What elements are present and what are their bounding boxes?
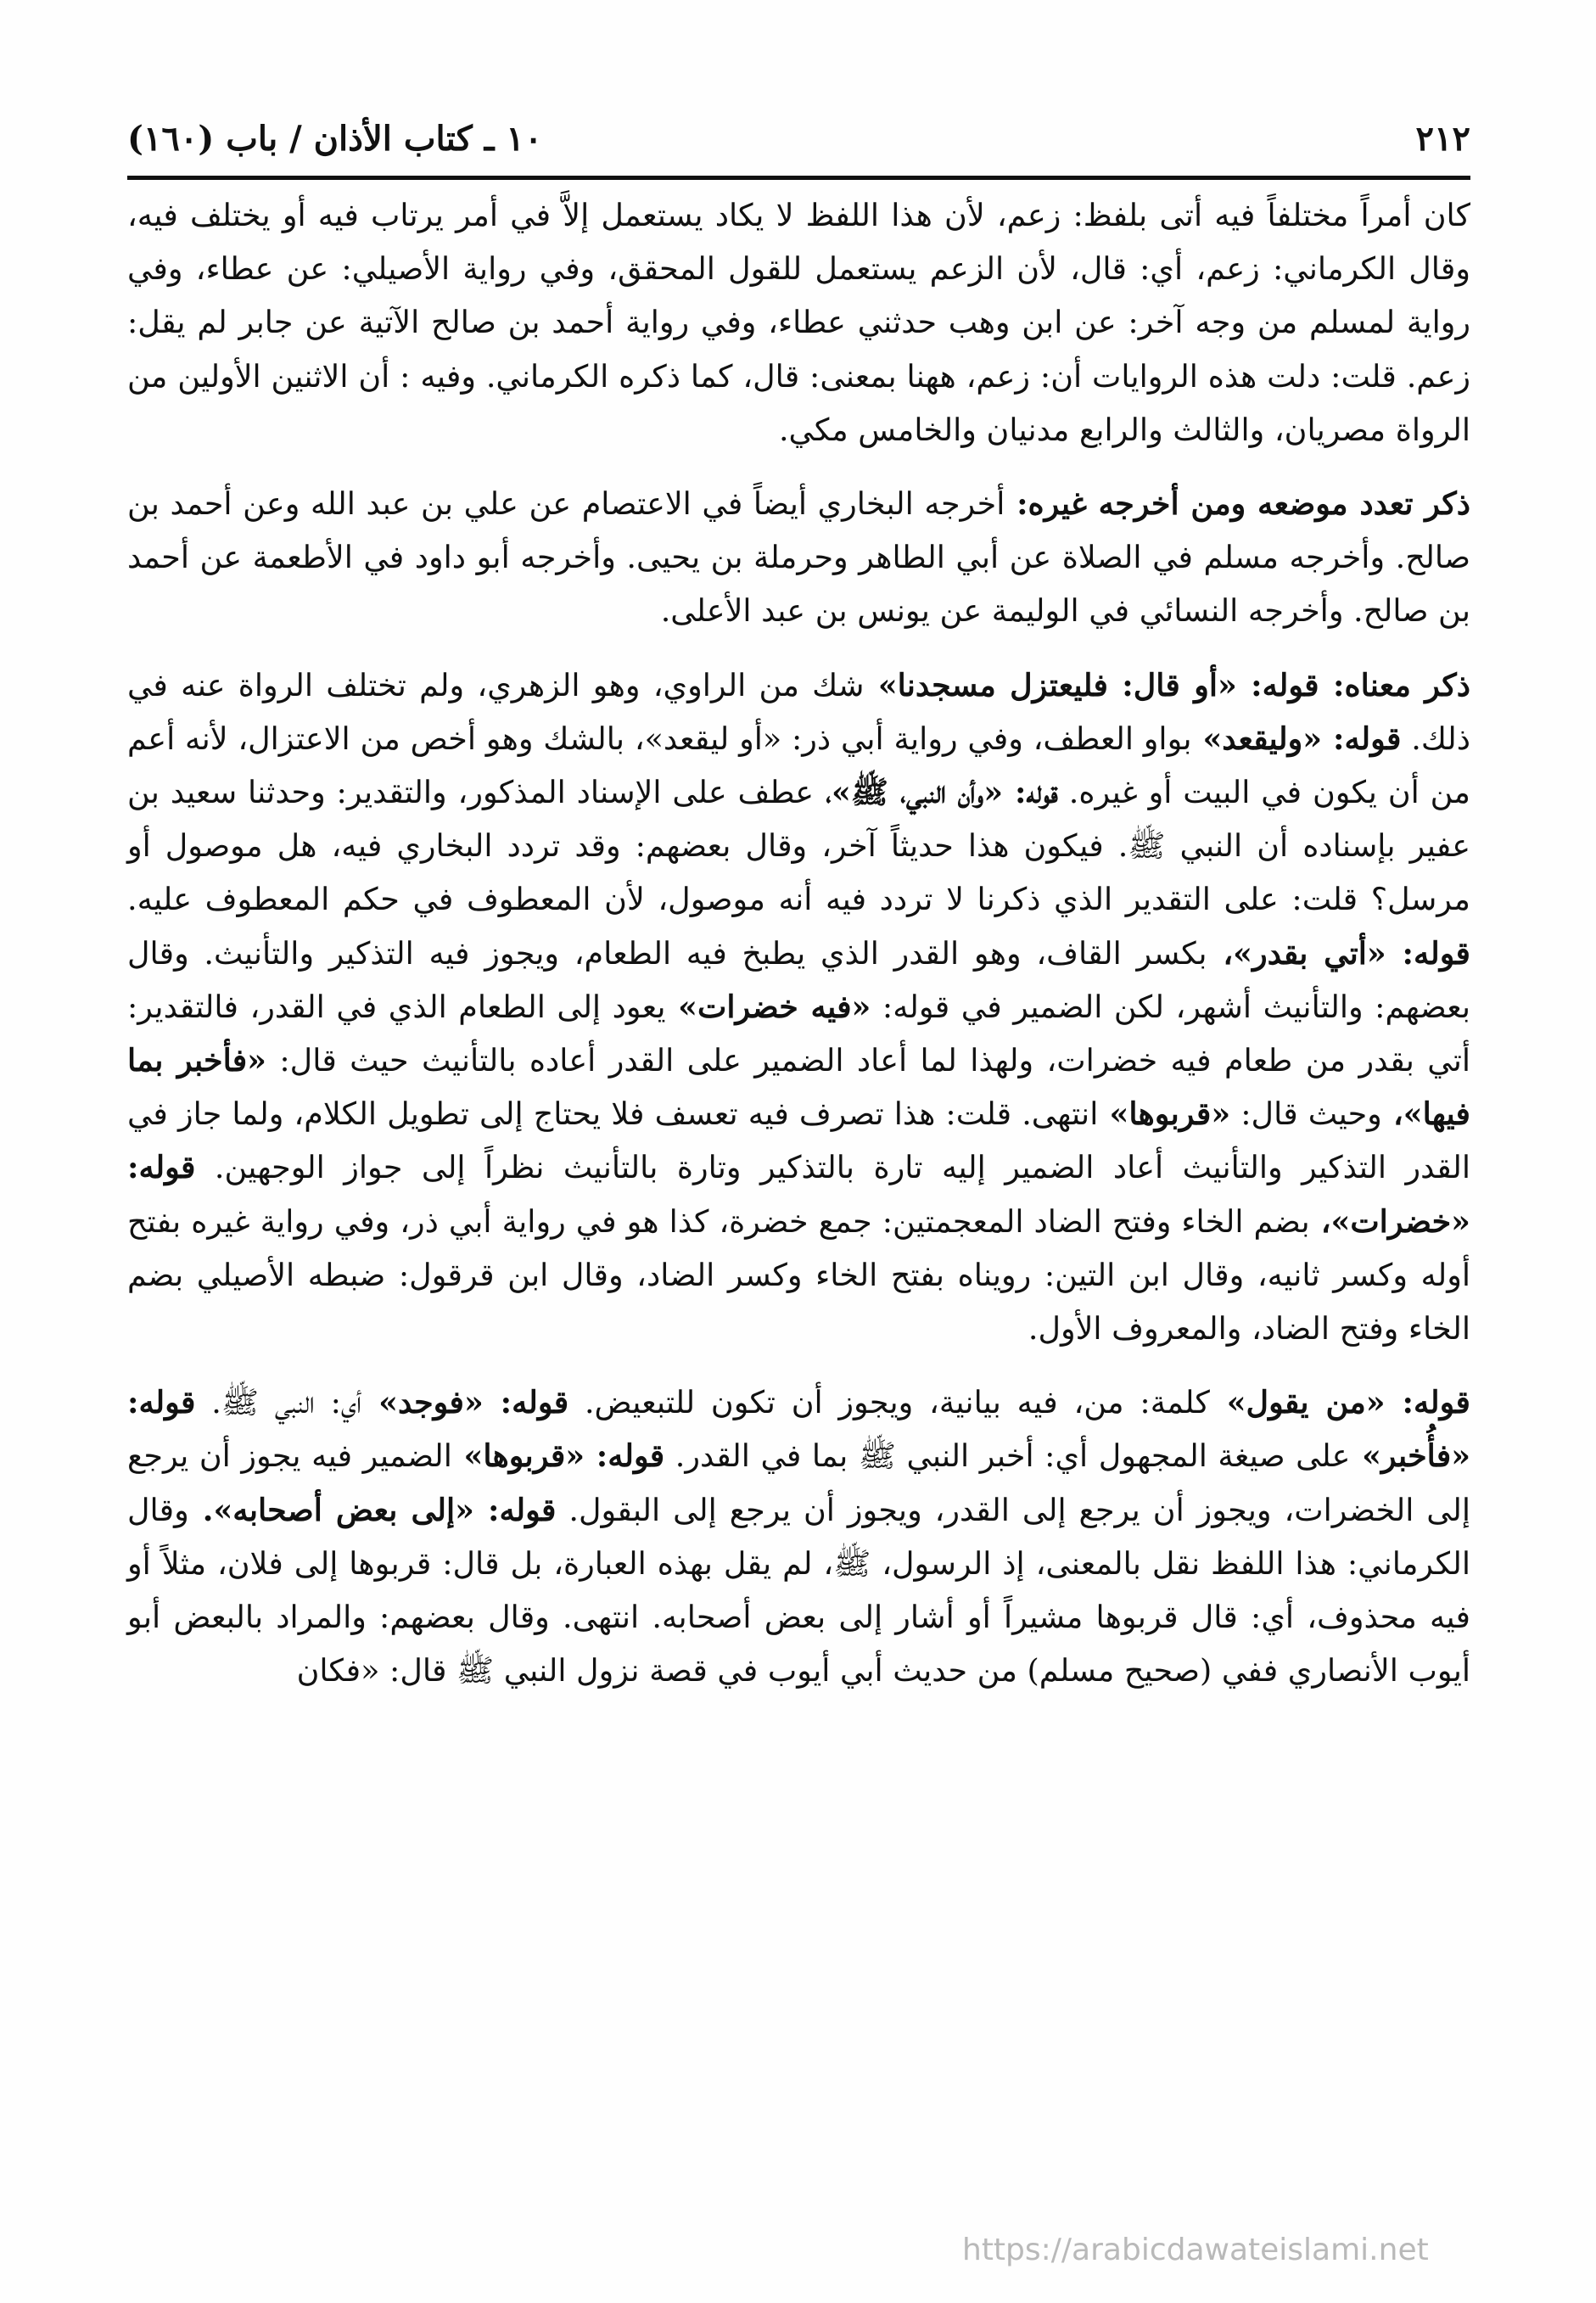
- bold-phrase: قوله: «من يقول»: [1209, 1384, 1470, 1421]
- bold-phrase: «فأخبر بما فيها»،: [127, 1042, 1470, 1133]
- bold-phrase: ذكر معناه: قوله: «أو قال: فليعتزل مسجدنا»: [864, 666, 1470, 703]
- text-run: كان أمراً مختلفاً فيه أتى بلفظ: زعم، لأن هذا اللفظ لا يكاد يستعمل إلاَّ في أمر يرتاب فيه أو يختلف فيه، وقال الكرماني: زعم، أي: قال، لأن الزعم يستعمل للقول المحقق، وفي رواية الأصيلي: عن عطاء، وفي رواية لمسلم من وجه آخر: عن ابن وهب حدثني عطاء، وفي رواية أحمد بن صالح الآتية عن جابر لم يقل: زعم. قلت: دلت هذه الروايات أن: زعم، ههنا بمعنى: قال، كما ذكره الكرماني. وفيه : أن الاثنين الأولين من الرواة مصريان، والثالث والرابع مدنيان والخامس مكي.: [127, 197, 1470, 448]
- text-run: انتهى. قلت: هذا تصرف فيه تعسف فلا يحتاج إلى تطويل الكلام، ولما جاز في القدر التذكير والتأنيث أعاد الضمير إليه تارة بالتذكير وتارة بالتأنيث نظراً إلى جواز الوجهين.: [127, 1095, 1470, 1186]
- bold-phrase: قوله: «قربوها»: [451, 1437, 665, 1475]
- text-run: أخرجه البخاري أيضاً في الاعتصام عن علي بن عبد الله وعن أحمد بن صالح. وأخرجه مسلم في الصلاة عن أبي الطاهر وحرملة بن يحيى. وأخرجه أبو داود في الأطعمة عن أحمد بن صالح. وأخرجه النسائي في الوليمة عن يونس بن عبد الأعلى.: [127, 485, 1470, 630]
- paragraph: [127, 1376, 1470, 1697]
- header-rule: [127, 176, 1470, 180]
- running-title: ١٠ ـ كتاب الأذان / باب (١٦٠): [127, 118, 543, 159]
- bold-phrase: «فيه خضرات»: [665, 988, 871, 1025]
- text-run: بكسر القاف، وهو القدر الذي يطبخ فيه الطعام، ويجوز فيه التذكير والتأنيث. وقال بعضهم: والتأنيث أشهر، لكن الضمير في قوله:: [127, 934, 1470, 1025]
- page-header: [127, 102, 1470, 175]
- text-run: أي: النبي ﷺ.: [195, 1384, 362, 1421]
- paragraph: [127, 477, 1470, 638]
- text-run: وحيث قال:: [1230, 1095, 1382, 1133]
- site-watermark: https://arabicdawateislami.net: [962, 2233, 1429, 2267]
- text-run: كلمة: من، فيه بيانية، ويجوز أن تكون للتبعيض.: [568, 1384, 1210, 1421]
- text-run: الضمير فيه يجوز أن يرجع إلى الخضرات، ويجوز أن يرجع إلى القدر، ويجوز أن يرجع إلى البقول.: [127, 1437, 1470, 1528]
- bold-phrase: قوله: «وليقعد»: [1191, 720, 1402, 757]
- bold-phrase: قوله: «أتي بقدر»،: [1207, 934, 1471, 972]
- bold-phrase: قوله: «فأُخبر»: [127, 1384, 1471, 1475]
- page-number: ٢١٢: [1415, 118, 1470, 159]
- bold-phrase: «قربوها»: [1098, 1095, 1231, 1133]
- bold-phrase: قوله: «إلى بعض أصحابه».: [188, 1491, 557, 1528]
- paragraph: [127, 188, 1470, 457]
- page-body: [127, 188, 1470, 1697]
- text-run: شك من الراوي، وهو الزهري، ولم تختلف الرواة عنه في ذلك.: [127, 666, 1470, 757]
- bold-phrase: قوله: «فوجد»: [361, 1384, 569, 1421]
- bold-phrase: قوله: «وأن النبي، ﷺ»،: [814, 774, 1058, 811]
- bold-phrase: ذكر تعدد موضعه ومن أخرجه غيره:: [1005, 485, 1470, 523]
- text-run: بضم الخاء وفتح الضاد المعجمتين: جمع خضرة، كذا هو في رواية أبي ذر، وفي رواية غيره بفتح أوله وكسر ثانيه، وقال ابن التين: رويناه بفتح الخاء وكسر الضاد، وقال ابن قرقول: ضبطه الأصيلي بضم الخاء وفتح الضاد، والمعروف الأول.: [127, 1202, 1470, 1348]
- text-run: عطف على الإسناد المذكور، والتقدير: وحدثنا سعيد بن عفير بإسناده أن النبي ﷺ. فيكون هذا حديثاً آخر، وقال بعضهم: وقد تردد البخاري فيه، هل موصول أو مرسل؟ قلت: على التقدير الذي ذكرنا لا تردد فيه أنه موصول، لأن المعطوف في حكم المعطوف عليه.: [127, 774, 1470, 918]
- text-run: بواو العطف، وفي رواية أبي ذر: «أو ليقعد»، بالشك وهو أخص من الاعتزال، لأنه أعم من أن يكون في البيت أو غيره.: [127, 720, 1470, 811]
- text-run: يعود إلى الطعام الذي في القدر، فالتقدير: أتي بقدر من طعام فيه خضرات، ولهذا لما أعاد الضمير على القدر أعاده بالتأنيث حيث قال:: [127, 988, 1470, 1079]
- paragraph: [127, 658, 1470, 1356]
- bold-phrase: قوله: «خضرات»،: [127, 1149, 1470, 1240]
- text-run: على صيغة المجهول أي: أخبر النبي ﷺ بما في القدر.: [664, 1437, 1351, 1475]
- text-run: وقال الكرماني: هذا اللفظ نقل بالمعنى، إذ الرسول، ﷺ، لم يقل بهذه العبارة، بل قال: قربوها إلى فلان، مثلاً أو فيه محذوف، أي: قال قربوها مشيراً أو أشار إلى بعض أصحابه. انتهى. وقال بعضهم: والمراد بالبعض أبو أيوب الأنصاري ففي (صحيح مسلم) من حديث أبي أيوب في قصة نزول النبي ﷺ قال: «فكان: [127, 1491, 1470, 1689]
